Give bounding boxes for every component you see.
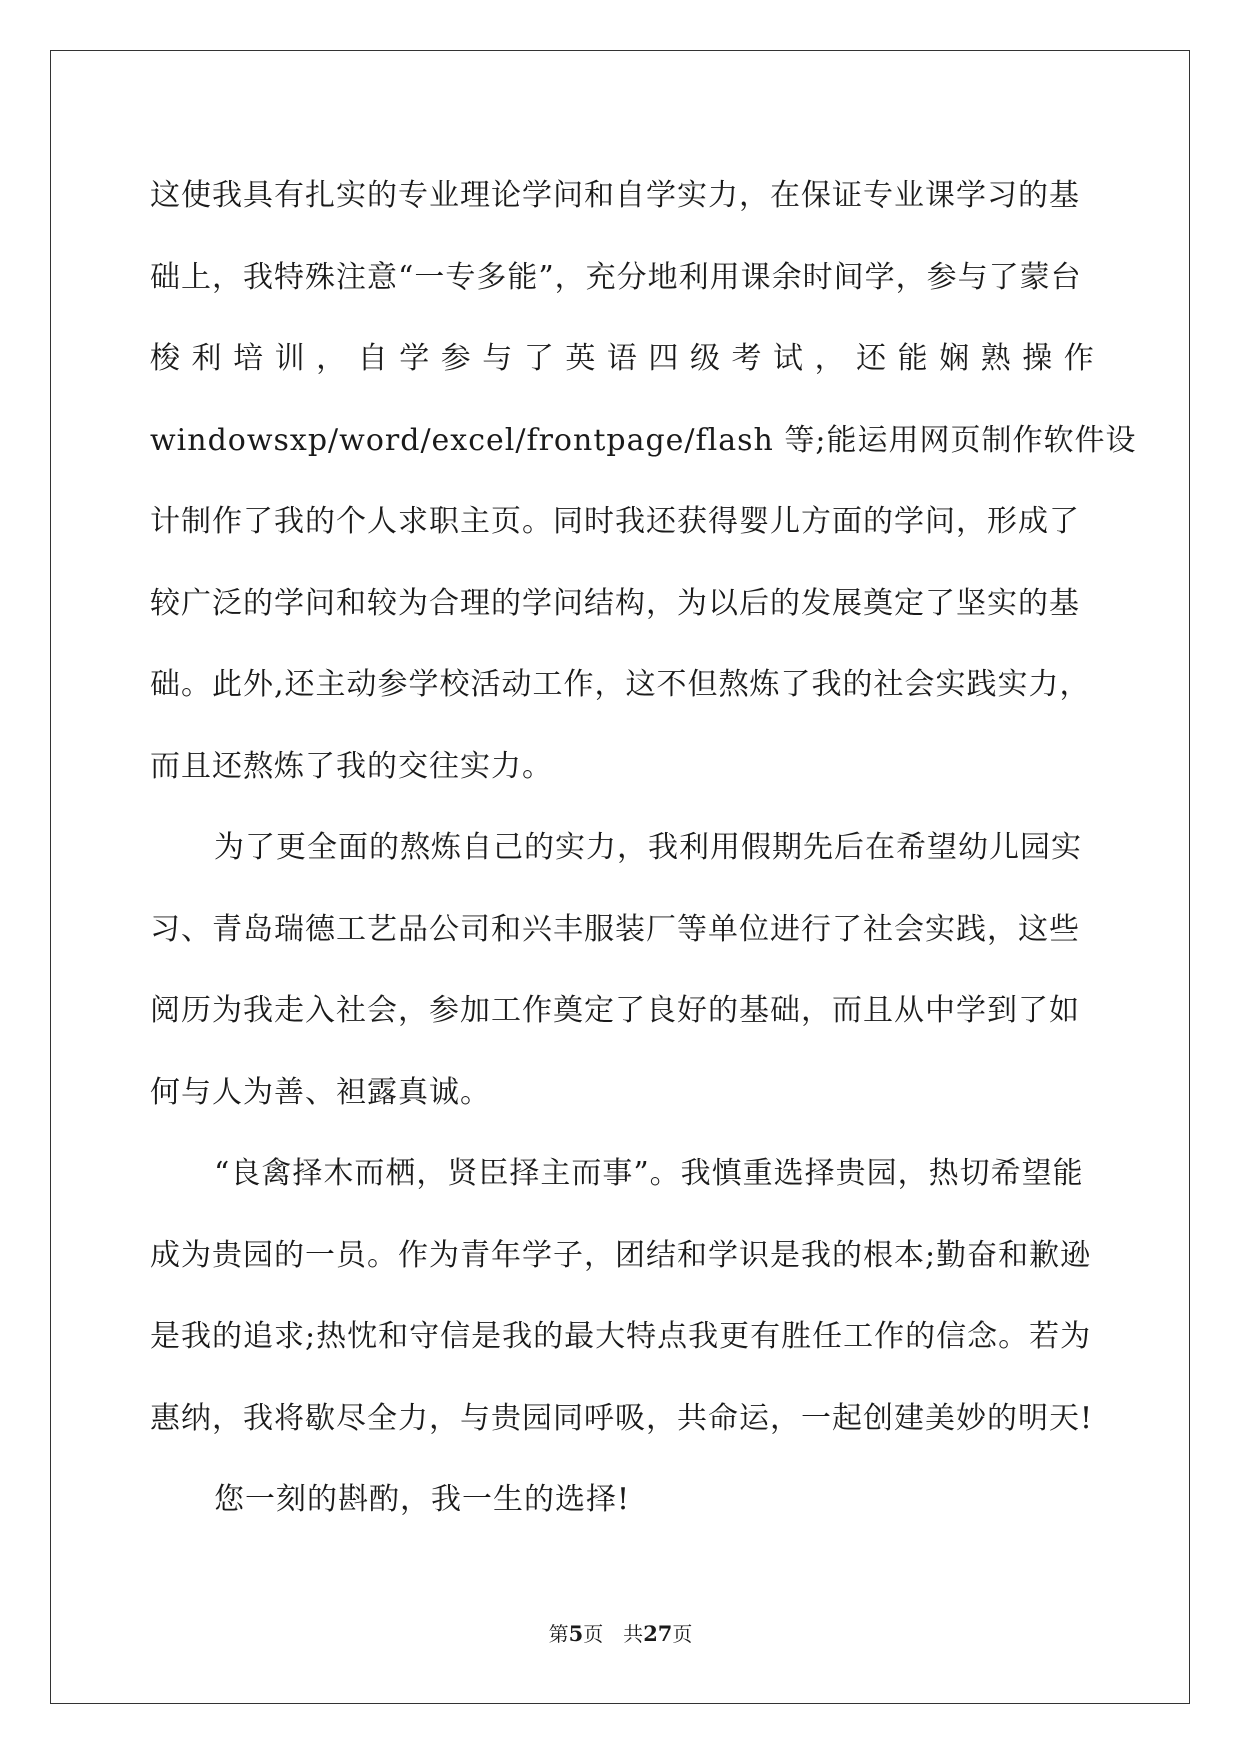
text-line: 惠纳，我将歇尽全力，与贵园同呼吸，共命运，一起创建美妙的明天!	[150, 1400, 1094, 1436]
total-page-count: 27	[643, 1621, 673, 1646]
page-footer	[0, 1618, 1241, 1647]
text-line: 何与人为善、袒露真诚。	[150, 1074, 491, 1110]
text-line: windowsxp/word/excel/frontpage/flash 等;能运用网页制作软件设	[150, 422, 1137, 458]
text-line: 这使我具有扎实的专业理论学问和自学实力，在保证专业课学习的基	[150, 178, 1080, 213]
paragraph-start: 为了更全面的熬炼自己的实力，我利用假期先后在希望幼儿园实	[214, 830, 1082, 865]
text-line: 础。此外,还主动参学校活动工作，这不但熬炼了我的社会实践实力，	[150, 667, 1091, 702]
paragraph-start: 您一刻的斟酌，我一生的选择!	[214, 1482, 631, 1517]
text-line: 梭 利 培 训 ， 自 学 参 与 了 英 语 四 级 考 试 ， 还 能 娴 熟 操 作	[150, 341, 1095, 376]
current-page-number: 5	[568, 1621, 584, 1646]
text-line: 计制作了我的个人求职主页。同时我还获得婴儿方面的学问，形成了	[150, 504, 1080, 539]
paragraph-start: “良禽择木而栖，贤臣择主而事”。我慎重选择贵园，热切希望能	[214, 1156, 1084, 1191]
text-line: 而且还熬炼了我的交往实力。	[150, 748, 553, 784]
text-line: 成为贵园的一员。作为青年学子，团结和学识是我的根本;勤奋和歉逊	[150, 1237, 1092, 1273]
text-line: 较广泛的学问和较为合理的学问结构，为以后的发展奠定了坚实的基	[150, 585, 1080, 621]
footer-prefix: 第	[548, 1622, 569, 1646]
footer-suffix: 页	[672, 1622, 693, 1646]
footer-mid: 页 共	[583, 1622, 644, 1646]
text-line: 础上，我特殊注意“一专多能”，充分地利用课余时间学，参与了蒙台	[150, 259, 1082, 295]
text-line: 是我的追求;热忱和守信是我的最大特点我更有胜任工作的信念。若为	[150, 1319, 1092, 1354]
document-body	[150, 155, 1137, 1541]
text-line: 阅历为我走入社会，参加工作奠定了良好的基础，而且从中学到了如	[150, 993, 1080, 1028]
text-line: 习、青岛瑞德工艺品公司和兴丰服装厂等单位进行了社会实践，这些	[150, 911, 1080, 947]
